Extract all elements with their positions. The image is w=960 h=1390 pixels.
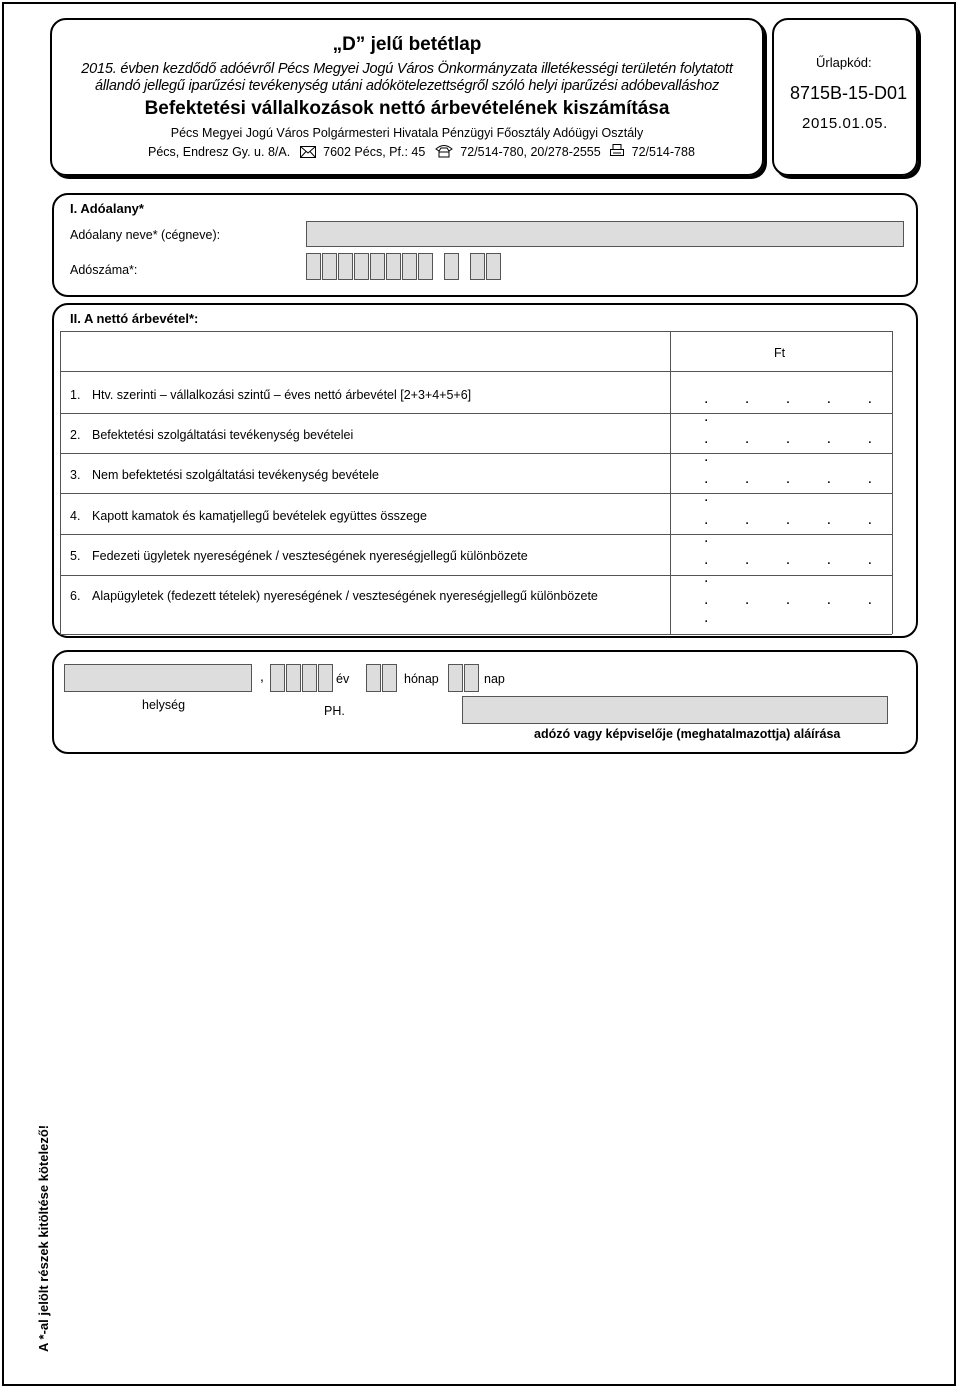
row-divider bbox=[60, 493, 892, 494]
place-label: helység bbox=[142, 698, 186, 712]
subtitle-line-2: állandó jellegű iparűzési tevékenység utáni adókötelezettségről szóló helyi iparűzési adóbevalláshoz bbox=[94, 78, 720, 94]
taxpayer-name-input[interactable] bbox=[306, 221, 904, 247]
section-2-heading: II. A nettó árbevétel*: bbox=[70, 311, 199, 326]
fax-number: 72/514-788 bbox=[631, 145, 695, 159]
tax-digit-cell[interactable] bbox=[418, 253, 433, 280]
row-number: 5. bbox=[70, 549, 81, 563]
tax-number-label: Adószáma*: bbox=[70, 263, 138, 277]
month-input[interactable] bbox=[366, 664, 398, 692]
row-label: Htv. szerinti – vállalkozási szintű – éves nettó árbevétel [2+3+4+5+6] bbox=[92, 388, 472, 402]
day-digit-cell[interactable] bbox=[448, 664, 463, 692]
tax-digit-cell[interactable] bbox=[322, 253, 337, 280]
row-number: 3. bbox=[70, 468, 81, 482]
row-label: Kapott kamatok és kamatjellegű bevételek együttes összege bbox=[92, 509, 427, 523]
phone-numbers: 72/514-780, 20/278-2555 bbox=[460, 145, 601, 159]
row-divider bbox=[60, 534, 892, 535]
row-number: 6. bbox=[70, 589, 81, 603]
year-input[interactable] bbox=[270, 664, 334, 692]
form-code: 8715B-15-D01 bbox=[790, 83, 908, 103]
fax-icon bbox=[610, 144, 624, 158]
section-net-revenue bbox=[52, 303, 918, 638]
contact-line bbox=[148, 144, 695, 159]
section-taxpayer bbox=[52, 193, 918, 297]
comma: , bbox=[260, 668, 264, 684]
section-1-heading: I. Adóalany* bbox=[70, 201, 144, 216]
table-bottom-line bbox=[60, 634, 892, 635]
year-digit-cell[interactable] bbox=[270, 664, 285, 692]
postal-address: 7602 Pécs, Pf.: 45 bbox=[323, 145, 426, 159]
year-label: év bbox=[336, 672, 350, 686]
month-digit-cell[interactable] bbox=[382, 664, 397, 692]
table-left-line bbox=[60, 331, 61, 634]
taxpayer-name-label: Adóalany neve* (cégneve): bbox=[70, 228, 221, 242]
office-name: Pécs Megyei Jogú Város Polgármesteri Hivatala Pénzügyi Főosztály Adóügyi Osztály bbox=[170, 126, 644, 140]
amount-field[interactable]: . . . . . . bbox=[704, 511, 889, 546]
stamp-label: PH. bbox=[324, 704, 345, 718]
row-divider bbox=[60, 453, 892, 454]
amount-field[interactable]: . . . . . . bbox=[704, 591, 889, 626]
tax-number-input[interactable] bbox=[306, 253, 502, 280]
tax-digit-cell[interactable] bbox=[486, 253, 501, 280]
table-value-divider bbox=[670, 331, 671, 634]
phone-icon bbox=[435, 144, 453, 158]
year-digit-cell[interactable] bbox=[286, 664, 301, 692]
row-label: Fedezeti ügyletek nyereségének / veszteségének nyereségjellegű különbözete bbox=[92, 549, 528, 563]
mandatory-note: A *-al jelölt részek kitöltése kötelező! bbox=[36, 1124, 51, 1352]
place-input[interactable] bbox=[64, 664, 252, 692]
tax-digit-cell[interactable] bbox=[354, 253, 369, 280]
row-divider bbox=[60, 413, 892, 414]
row-divider bbox=[60, 575, 892, 576]
subtitle-line-1: 2015. évben kezdődő adóévről Pécs Megyei Jogú Város Önkormányzata illetékességi területén folytatott bbox=[81, 61, 733, 77]
row-label: Nem befektetési szolgáltatási tevékenység bevétele bbox=[92, 468, 379, 482]
form-code-box bbox=[772, 18, 918, 176]
year-digit-cell[interactable] bbox=[318, 664, 333, 692]
table-top-line bbox=[60, 331, 892, 332]
header-box bbox=[50, 18, 764, 176]
month-digit-cell[interactable] bbox=[366, 664, 381, 692]
form-code-label: Űrlapkód: bbox=[816, 55, 872, 70]
signature-input[interactable] bbox=[462, 696, 888, 724]
table-header-line bbox=[60, 371, 892, 372]
tax-digit-cell[interactable] bbox=[444, 253, 459, 280]
row-number: 2. bbox=[70, 428, 81, 442]
tax-digit-cell[interactable] bbox=[338, 253, 353, 280]
envelope-icon bbox=[300, 146, 316, 158]
tax-digit-cell[interactable] bbox=[402, 253, 417, 280]
row-number: 4. bbox=[70, 509, 81, 523]
form-title: „D” jelű betétlap bbox=[332, 34, 482, 55]
signature-label: adózó vagy képviselője (meghatalmazottja) aláírása bbox=[534, 727, 841, 741]
currency-label: Ft bbox=[774, 346, 786, 360]
amount-field[interactable]: . . . . . . bbox=[704, 470, 889, 505]
row-label: Befektetési szolgáltatási tevékenység bevételei bbox=[92, 428, 354, 442]
tax-digit-cell[interactable] bbox=[470, 253, 485, 280]
day-input[interactable] bbox=[448, 664, 480, 692]
row-label: Alapügyletek (fedezett tételek) nyereségének / veszteségének nyereségjellegű különbözete bbox=[92, 589, 598, 603]
form-date: 2015.01.05. bbox=[802, 115, 888, 132]
month-label: hónap bbox=[404, 672, 439, 686]
tax-digit-cell[interactable] bbox=[306, 253, 321, 280]
tax-digit-cell[interactable] bbox=[370, 253, 385, 280]
year-digit-cell[interactable] bbox=[302, 664, 317, 692]
section-signature bbox=[52, 650, 918, 754]
main-heading: Befektetési vállalkozások nettó árbevételének kiszámítása bbox=[144, 98, 670, 119]
amount-field[interactable]: . . . . . . bbox=[704, 390, 889, 425]
day-label: nap bbox=[484, 672, 505, 686]
row-number: 1. bbox=[70, 388, 81, 402]
amount-field[interactable]: . . . . . . bbox=[704, 551, 889, 586]
tax-digit-cell[interactable] bbox=[386, 253, 401, 280]
day-digit-cell[interactable] bbox=[464, 664, 479, 692]
amount-field[interactable]: . . . . . . bbox=[704, 430, 889, 465]
address: Pécs, Endresz Gy. u. 8/A. bbox=[148, 145, 291, 159]
